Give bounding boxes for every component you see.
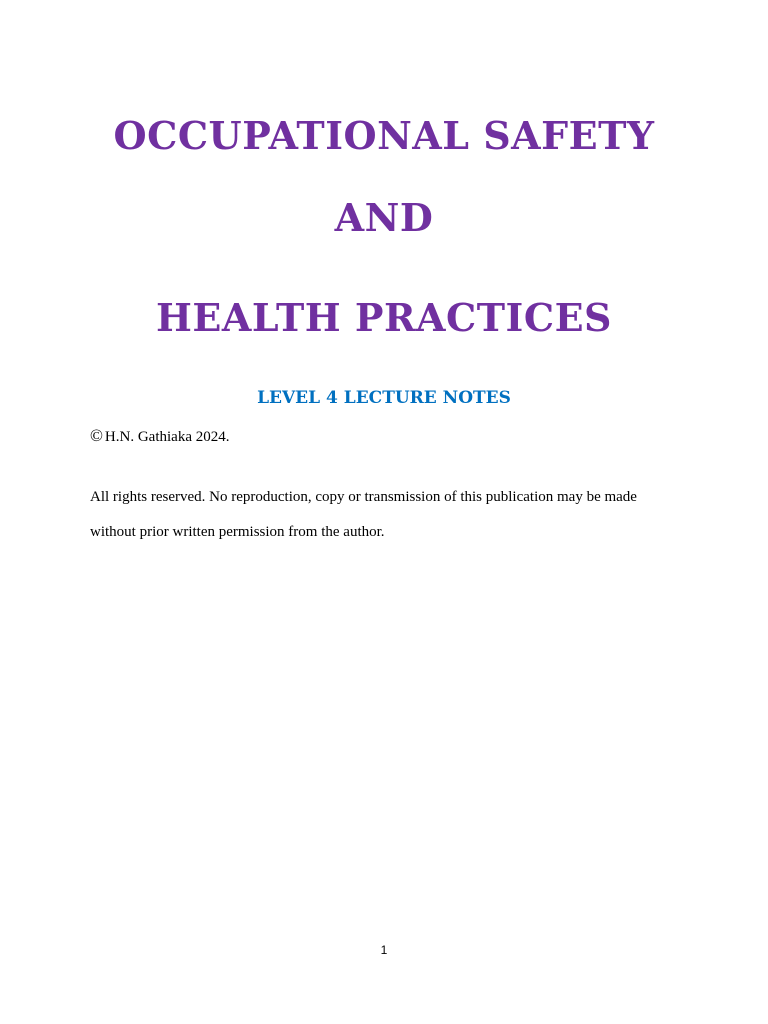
- rights-line-1: All rights reserved. No reproduction, copy or transmission of this publication may be made: [90, 489, 637, 505]
- page-number: 1: [380, 943, 388, 957]
- title-line-3: HEALTH PRACTICES: [156, 295, 612, 340]
- copyright-icon: ©: [90, 426, 103, 445]
- title-line-1: OCCUPATIONAL SAFETY: [113, 113, 655, 158]
- rights-paragraph: [90, 480, 690, 550]
- copyright-text: H.N. Gathiaka 2024.: [104, 429, 230, 445]
- title-line-2: AND: [334, 195, 434, 240]
- rights-line-2: without prior written permission from the author.: [90, 524, 385, 540]
- subtitle: LEVEL 4 LECTURE NOTES: [257, 388, 511, 408]
- copyright-notice: [90, 426, 229, 447]
